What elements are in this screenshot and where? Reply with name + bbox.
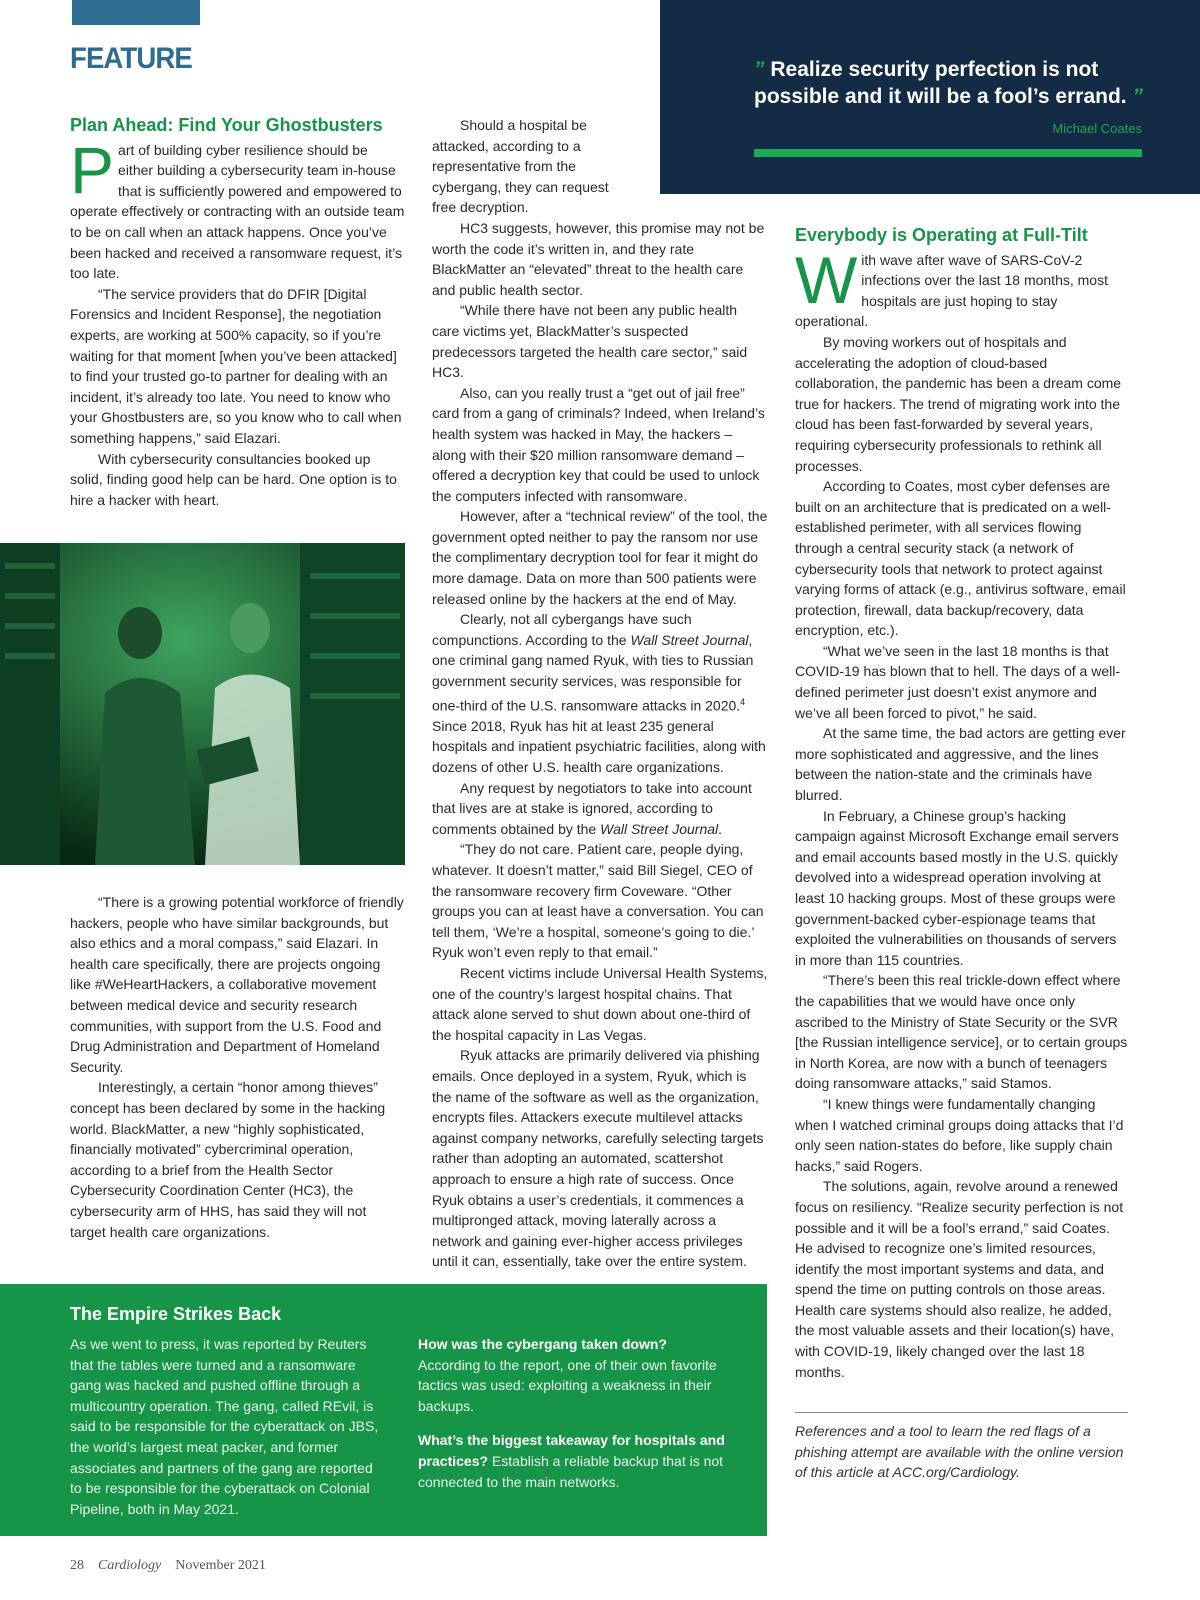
paragraph: Part of building cyber resilience should be either building a cybersecurity team in-house that is sufficiently powered and empowered to operate effectively or contracting with an outside team to be on call when an attack happens. Once you’ve been hacked and received a ransomware request, it’s too late. [70, 132, 405, 282]
qa-item: What’s the biggest takeaway for hospitals and practices? Establish a reliable backup that is not connected to the main networks. [418, 1432, 725, 1490]
dropcap: P [70, 132, 115, 207]
open-quote-mark: ” [754, 58, 765, 81]
paragraph: Interestingly, a certain “honor among thieves” concept has been declared by some in the hacking world. BlackMatter, a new “highly sophisticated, financially motivated” cybercriminal operation, according to a brief from the Health Sector Cybersecurity Coordination Center (HC3), the cybersecurity arm of HHS, has said they will not target health care organizations. [70, 1079, 386, 1240]
page-number: 28 [70, 1558, 84, 1573]
column-1-top [70, 115, 405, 510]
paragraph: Also, can you really trust a “get out of jail free” card from a gang of criminals? Indeed, when Ireland’s health system was hacked in May, the hackers – along with their $20 million ransomware demand – offered a decryption key that could be used to unlock the computers infected with ransomware. [432, 384, 765, 504]
dropcap: W [795, 242, 858, 317]
paragraph: Recent victims include Universal Health Systems, one of the country’s largest hospital chains. That attack alone served to shut down about one-third of the hospital capacity in Las Vegas. [432, 965, 768, 1043]
column-2 [432, 115, 768, 1272]
paragraph: Clearly, not all cybergangs have such compunctions. According to the Wall Street Journal, one criminal gang named Ryuk, with ties to Russian government security services, was responsible for one-third of the U.S. ransomware attacks in 2020.$^4$ Since 2018, Ryuk has hit at least 235 general hospitals and inpatient psychiatric facilities, along with dozens of other U.S. health care organizations. [432, 611, 766, 776]
pull-quote-text: Realize security perfection is not possible and it will be a fool’s errand. [754, 58, 1127, 108]
pull-quote [754, 56, 1154, 110]
paragraph: With wave after wave of SARS-CoV-2 infections over the last 18 months, most hospitals are just hoping to stay operational. [795, 242, 1108, 330]
paragraph: Any request by negotiators to take into account that lives are at stake is ignored, according to comments obtained by the Wall Street Journal. [432, 779, 752, 837]
paragraph: “The service providers that do DFIR [Digital Forensics and Incident Response], the negotiation experts, are working at 500% capacity, so if you’re waiting for that moment [when you’ve been attacked] to find your trusted go-to partner for dealing with an incident, it’s already too late. You need to know who your Ghostbusters are, so you know who to call when something happens,” said Elazari. [70, 285, 402, 446]
sidebar-qa [418, 1334, 743, 1492]
references-divider [795, 1412, 1128, 1413]
column-3 [795, 225, 1130, 1382]
pull-quote-attribution: Michael Coates [1052, 121, 1142, 136]
sidebar-heading: The Empire Strikes Back [70, 1304, 282, 1324]
pull-quote-rule [754, 149, 1142, 157]
sidebar-body: As we went to press, it was reported by Reuters that the tables were turned and a ransomware gang was hacked and pushed offline through a multicountry operation. The gang, called REvil, is said to be responsible for the cyberattack on JBS, the world’s largest meat packer, and former associates and partners of the gang are reported to be responsible for the cyberattack on Colonial Pipeline, both in May 2021. [70, 1336, 379, 1517]
paragraph: Should a hospital be attacked, according to a representative from the cybergang, they can request free decryption. [432, 117, 609, 216]
heading-full-tilt: Everybody is Operating at Full-Tilt [795, 225, 1088, 245]
close-quote-mark: ” [1132, 85, 1143, 108]
paragraph: At the same time, the bad actors are getting ever more sophisticated and aggressive, and the lines between the nation-state and the criminals have blurred. [795, 725, 1126, 804]
magazine-name: Cardiology [98, 1558, 162, 1573]
section-label: FEATURE [70, 42, 192, 75]
paragraph: “What we’ve seen in the last 18 months is that COVID-19 has blown that to hell. The days of a well-defined perimeter just doesn’t exist anymore and we’ve all been forced to pivot,” he said. [795, 642, 1121, 721]
sidebar-box [0, 1284, 767, 1536]
article-photo [0, 543, 405, 865]
column-1-bottom [70, 892, 405, 1242]
paragraph: “While there have not been any public health care victims yet, BlackMatter’s suspected predecessors targeted the health care sector,” said HC3. [432, 302, 748, 381]
paragraph: According to Coates, most cyber defenses are built on an architecture that is predicated on a well-established perimeter, with all services flowing through a central security stack (a network of cybersecurity tools that network to protect against varying forms of attack (e.g., antivirus software, email protection, firewall, data backup/recovery, data encryption, etc.). [795, 478, 1126, 639]
paragraph: “I knew things were fundamentally changing when I watched criminal groups doing attacks that I’d only seen nation-states do before, like supply chain hacks,” said Rogers. [795, 1095, 1124, 1174]
server-room-illustration [0, 543, 405, 865]
paragraph: Ryuk attacks are primarily delivered via phishing emails. Once deployed in a system, Ryuk, which is the name of the software as well as the organization, encrypts files. Attackers execute multilevel attacks against company networks, carefully selecting targets rather than adopting an automated, scattershot approach to ensure a high rate of success. Once Ryuk obtains a user’s credentials, it commences a multipronged attack, moving laterally across a network and gaining ever-higher access privileges until it can, essentially, take over the entire system. [432, 1047, 764, 1270]
top-accent-bar [72, 0, 200, 25]
page-footer [70, 1558, 266, 1574]
paragraph: By moving workers out of hospitals and accelerating the adoption of cloud-based collaboration, the pandemic has been a dream come true for hackers. The trend of migrating work into the cloud has been fast-forwarded by several years, requiring cybersecurity professionals to rethink all processes. [795, 333, 1122, 474]
paragraph: With cybersecurity consultancies booked up solid, finding good help can be hard. One option is to hire a hacker with heart. [70, 450, 397, 508]
qa-item: How was the cybergang taken down? According to the report, one of their own favorite tactics was used: exploiting a weakness in their backups. [418, 1336, 717, 1414]
references-note: References and a tool to learn the red flags of a phishing attempt are available with the online version of this article at ACC.org/Cardiology. [795, 1423, 1124, 1481]
paragraph: “There’s been this real trickle-down effect where the capabilities that we would have once only ascribed to the Ministry of State Security or the SVR [the Russian intelligence service], or to certain groups in North Korea, are now with a bunch of teenagers doing ransomware attacks,” said Stamos. [795, 972, 1128, 1092]
paragraph: “There is a growing potential workforce of friendly hackers, people who have similar backgrounds, but also ethics and a moral compass,” said Elazari. In health care specifically, there are projects ongoing like #WeHeartHackers, a collaborative movement between medical device and security research communities, with support from the U.S. Food and Drug Administration and Department of Homeland Security. [70, 894, 404, 1075]
paragraph: HC3 suggests, however, this promise may not be worth the code it’s written in, and they rate BlackMatter an “elevated” threat to the health care and public health sector. [432, 219, 765, 298]
heading-ghostbusters: Plan Ahead: Find Your Ghostbusters [70, 115, 383, 135]
paragraph: “They do not care. Patient care, people dying, whatever. It doesn’t matter,” said Bill Siegel, CEO of the ransomware recovery firm Coveware. “Other groups you can at least have a conversation. You can tell them, ‘We’re a hospital, someone’s going to die.’ Ryuk won’t even reply to that email.” [432, 841, 764, 961]
paragraph: The solutions, again, revolve around a renewed focus on resiliency. “Realize security perfection is not possible and it will be a fool’s errand,” said Coates. He advised to recognize one’s limited resources, identify the most important systems and data, and spend the time on putting controls on those areas. Health care systems should also realize, he added, the most valuable assets and their location(s) have, with COVID-19, likely changed over the last 18 months. [795, 1178, 1124, 1380]
issue-date: November 2021 [175, 1558, 266, 1573]
paragraph: In February, a Chinese group’s hacking campaign against Microsoft Exchange email servers and email accounts based mostly in the U.S. quickly devolved into a widespread operation involving at least 10 hacking groups. Most of these groups were government-backed cyber-espionage teams that exploited the vulnerabilities on thousands of servers in more than 115 countries. [795, 807, 1119, 968]
paragraph: However, after a “technical review” of the tool, the government opted neither to pay the ransom nor use the complimentary decryption tool for fear it might do more damage. Data on more than 500 patients were released online by the hackers at the end of May. [432, 508, 768, 607]
